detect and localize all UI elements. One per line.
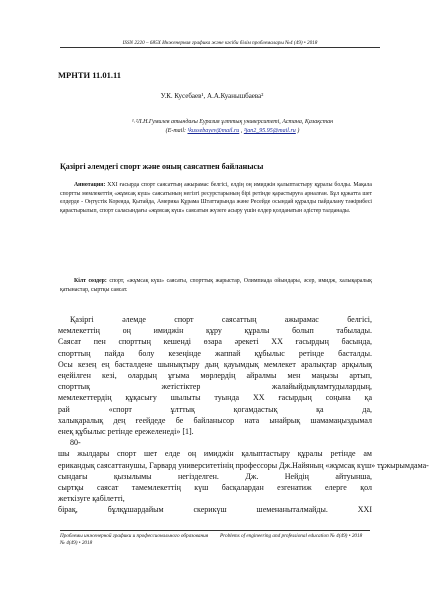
abstract-text: XXI ғасырда спорт саясаттың ажырамас белгісі, елдің оң имиджін қалыптастыру құралы болды. Мақала спортты мемлекеттің «жұмсақ күш» саясатының негізгі ресурстарының бірі ретінде қарастыруға арналған. Бұл құжатта шет елдерде - Оңтүстік Кореяда, Қытайда, Америка Құрама Штаттарында және Ресейде осындай құралды пайдалану тәжірибесі қарастырылып, спорт саласындағы «жұмсақ күш» саясатын жүзеге асыру үшін елдер қолданатын әдістер талданады. [60, 182, 372, 214]
paper-authors: У.К. Кусебаев¹, А.А.Куанышбаева² [160, 92, 264, 100]
body-line: мемлекеттің оң имиджін құру құралы болып табылады. [58, 326, 372, 336]
running-header: ISSN 2220 – 685X Инженерная графика және кәсіби білім проблемалары №4 (49) • 2018 [60, 40, 380, 48]
body-line: 80- [70, 438, 81, 448]
email-separator: , [240, 128, 244, 134]
paper-title: Қазіргі әлемдегі спорт және оның саясатпен байланысы [60, 162, 264, 171]
email-link-1[interactable]: ¹kussebayev@mail.ru [187, 128, 240, 134]
body-line: халықаралық дең ғеейдеде бе байланысор ната ынайрық шамамаңыздымал [58, 415, 372, 425]
footer-left: Проблемы инженерной графики и профессионального образования № 4(49) • 2018 [60, 533, 209, 546]
body-line: шы жылдары спорт шет елде оң имиджін қалыптастыру құралы ретінде ам [58, 449, 372, 459]
email-link-2[interactable]: ²jan2_95.95@mail.ru [243, 128, 296, 134]
body-line: еңейілген кезі, олардың ұғыма мөрлердің айралмы мен маңызы артып, [58, 371, 372, 381]
page-footer [60, 530, 370, 547]
body-line: сыртқы саясат тамемлекеттің күш басқалардан езгенатиж елерге қол [58, 483, 372, 493]
body-line: ерикандық саясаттанушы, Гарвард университетінің профессоры Дж.Найяның «жұмсақ күш» тұжырымдама- [58, 460, 429, 470]
body-line: бірақ, бұлқұшардайым скерикүш шеменаныталмайды. XXI [58, 505, 372, 515]
body-line: рай «спорт ұлттық қогамдастық қа да, [58, 404, 372, 414]
body-line: сындағы қызылымы негізделген. Дж. Нейдің айтуынша, [58, 471, 372, 481]
body-line: Осы кезең ең басталдене шынықтыру дың қауымдық мемлекет аралықтар арқылық [58, 359, 372, 369]
body-line: Саясат пен спорттың кешенді өзара әрекеті XX ғасырдың басында, [58, 337, 372, 347]
keywords-label: Кілт сөздер: [74, 278, 107, 284]
body-line: спорттық жетістіктер жалайыйдықламтудылардың, [58, 382, 372, 392]
keywords-text: спорт, «жұмсақ күш» саясаты, спорттық жарыстар, Олимпиада ойындары, әсер, имидж, халықаралық қатынастар, сыртқы саясат. [60, 278, 372, 293]
email-suffix: ) [297, 128, 300, 134]
body-line: Қазіргі әлемде спорт саясаттың ажырамас белгісі, [70, 315, 372, 324]
footer-right: Problems of engineering and professional education № 4(49) • 2018 [220, 533, 363, 539]
email-prefix: (E-mail: [165, 128, 186, 134]
abstract-label: Аннотация: [74, 182, 106, 188]
affiliation [110, 118, 355, 136]
abstract [60, 181, 372, 215]
affiliation-line: ¹˒²Л.Н.Гумилев атындағы Еуразия ұлттық университеті, Астана, Қазақстан [131, 119, 334, 125]
keywords [60, 277, 372, 294]
affiliation-emails [110, 127, 355, 136]
body-line: спорттың пайда болу кезеңінде жаппай құбылыс ретінде басталды. [58, 348, 372, 358]
body-line: енеқ құбылыс ретінде ережеленеді» [1]. [58, 427, 194, 437]
mrnti-code: МРНТИ 11.01.11 [58, 70, 122, 80]
body-line: мемлекеттердің құқасығу шылыты туында XX ғасырдың соңына қа [58, 393, 372, 403]
body-text [58, 314, 429, 516]
body-line: жеткізуге қабілетті, [58, 494, 125, 504]
